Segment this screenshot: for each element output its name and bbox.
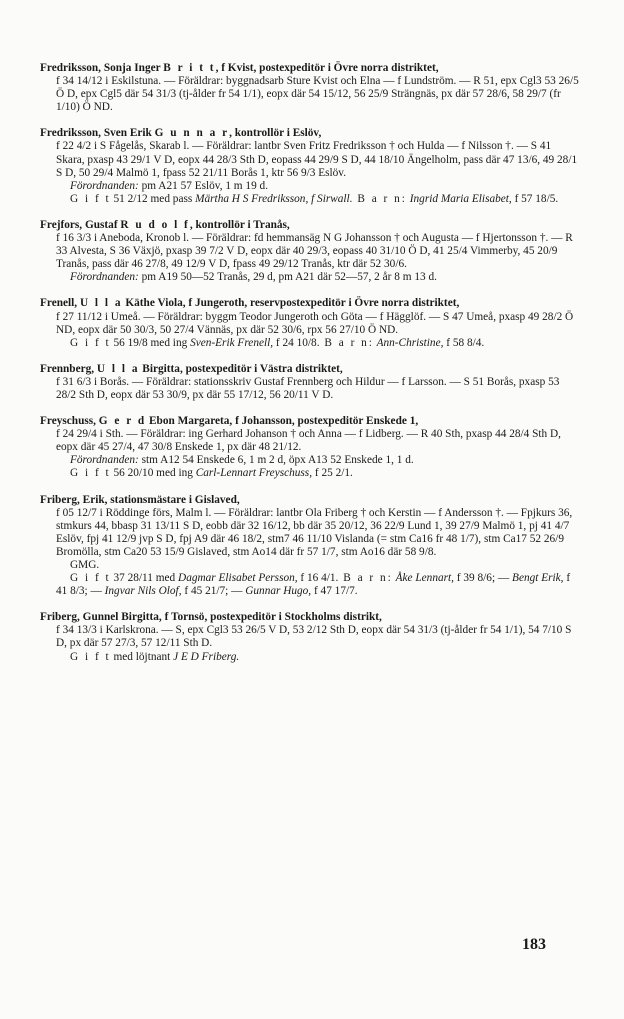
entry-marriage: G i f t med löjtnant J E D Friberg.: [70, 650, 240, 663]
entry-biography: f 27 11/12 i Umeå. — Föräldrar: byggm Teodor Jungeroth och Göta — f Hägglöf. — S 47 Umeå, pxasp 49 28/2 Ö ND, eopx där 50 30/3, 50 27/4 Vännäs, px där 52 30/6, rpx 56 27/10 Ö ND.: [56, 310, 574, 336]
entry-biography: f 34 13/3 i Karlskrona. — S, epx Cgl3 53 26/5 V D, 53 2/12 Sth D, eopx där 54 31/3 (tj-ålder fr 54 1/1), 54 7/10 S D, px där 57 27/3, 57 12/11 Sth D.: [56, 624, 572, 650]
entry-heading: Friberg, Erik, stationsmästare i Gislaved,: [40, 493, 240, 506]
entry-heading: Friberg, Gunnel Birgitta, f Tornsö, postexpeditör i Stockholms distrikt,: [40, 611, 382, 624]
entry-marriage: G i f t 37 28/11 med Dagmar Elisabet Persson, f 16 4/1. B a r n: Åke Lennart, f 39 8/6; — Bengt Erik, f 41 8/3; — Ingvar Nils Olof, f 45 21/7; — Gunnar Hugo, f 47 17/7.: [56, 572, 571, 598]
entry-appointments: Förordnanden: stm A12 54 Enskede 6, 1 m 2 d, öpx A13 52 Enskede 1, 1 d.: [70, 454, 414, 467]
entry-marriage: G i f t 56 19/8 med ing Sven-Erik Frenell, f 24 10/8. B a r n: Ann-Christine, f 58 8/4.: [70, 336, 485, 349]
entry: [40, 62, 582, 114]
entry-heading: Fredriksson, Sonja Inger B r i t t, f Kvist, postexpeditör i Övre norra distriktet,: [40, 62, 439, 74]
entry-decoration: GMG.: [70, 559, 100, 571]
entry-heading: Freyschuss, G e r d Ebon Margareta, f Johansson, postexpeditör Enskede 1,: [40, 415, 419, 428]
entry-biography: f 22 4/2 i S Fågelås, Skarab l. — Föräldrar: lantbr Sven Fritz Fredriksson † och Hulda — f Nilsson †. — S 41 Skara, pxasp 43 29/1 V D, eopx 44 28/3 Sth D, eopass 44 29/9 S D, 44 18/10 Ängelholm, pass där 47 13/6, 49 28/1 S D, 50 29/4 Malmö 1, fpass 52 21/11 Borås 1, ktr 56 9/3 Eslöv.: [56, 140, 578, 179]
page-number: 183: [522, 936, 546, 953]
entry-biography: f 05 12/7 i Röddinge förs, Malm l. — Föräldrar: lantbr Ola Friberg † och Kerstin — f Andersson †. — Fpjkurs 36, stmkurs 44, bbasp 31 13/11 S D, eobb där 32 16/12, bb där 35 20/12, 36 22/9 Lund 1, 39 27/9 Malmö 1, pj 41 4/7 Eslöv, fpj 41 12/9 jvp S D, fpj A9 där 46 18/2, stm7 46 11/10 Vislanda (= stm Ca16 fr 48 1/7), stm Ca17 52 26/9 Bromölla, stm Ca20 53 15/9 Gislaved, stm Ao14 där fr 57 1/7, stm Ao16 där 58 9/8.: [56, 506, 573, 558]
entry: [40, 494, 582, 599]
entry-heading: Frennberg, U l l a Birgitta, postexpeditör i Västra distriktet,: [40, 362, 343, 375]
entry-biography: f 34 14/12 i Eskilstuna. — Föräldrar: byggnadsarb Sture Kvist och Elna — f Lundström. — R 51, epx Cgl3 53 26/5 Ö D, epx Cgl5 där 54 31/3 (tj-ålder fr 54 1/1), eopx där 54 15/12, 56 25/9 Strängnäs, px där 57 28/6, 58 29/7 (fr 1/10) Ö ND.: [56, 75, 579, 114]
entry-heading: Fredriksson, Sven Erik G u n n a r, kontrollör i Eslöv,: [40, 127, 322, 140]
entry-biography: f 16 3/3 i Aneboda, Kronob l. — Föräldrar: fd hemmansäg N G Johansson † och Augusta — f Hjertonsson †. — R 33 Alvesta, S 36 Växjö, pxasp 39 7/2 V D, eopx där 40 29/3, eopass 40 31/10 Ö D, 41 25/4 Vimmerby, 45 20/9 Tranås, pass där 46 27/8, 49 12/9 V D, fpass 49 29/12 Tranås, ktr där 52 30/6.: [56, 232, 573, 271]
entry: [40, 219, 582, 284]
entry-list: [40, 62, 582, 677]
entry: [40, 127, 582, 206]
entry-biography: f 24 29/4 i Sth. — Föräldrar: ing Gerhard Johanson † och Anna — f Lidberg. — R 40 Sth, pxasp 44 28/4 Sth D, eopx där 45 27/4, 47 30/8 Enskede 1, px där 48 21/12.: [56, 428, 561, 454]
entry: [40, 415, 582, 480]
entry-marriage: G i f t 56 20/10 med ing Carl-Lennart Freyschuss, f 25 2/1.: [70, 467, 353, 480]
entry-heading: Frejfors, Gustaf R u d o l f, kontrollör i Tranås,: [40, 218, 290, 231]
entry: [40, 297, 582, 349]
entry: [40, 363, 582, 402]
entry-heading: Frenell, U l l a Käthe Viola, f Jungeroth, reservpostexpeditör i Övre norra distriktet,: [40, 297, 460, 310]
entry-marriage: G i f t 51 2/12 med pass Märtha H S Fredriksson, f Sirwall. B a r n: Ingrid Maria Elisabet, f 57 18/5.: [70, 192, 559, 205]
entry: [40, 611, 582, 663]
entry-appointments: Förordnanden: pm A21 57 Eslöv, 1 m 19 d.: [70, 179, 269, 192]
entry-biography: f 31 6/3 i Borås. — Föräldrar: stationsskriv Gustaf Frennberg och Hildur — f Larsson. — S 51 Borås, pxasp 53 28/2 Sth D, eopx där 53 30/9, px där 55 17/12, 56 20/11 V D.: [56, 375, 560, 401]
entry-appointments: Förordnanden: pm A19 50—52 Tranås, 29 d, pm A21 där 52—57, 2 år 8 m 13 d.: [70, 271, 437, 284]
